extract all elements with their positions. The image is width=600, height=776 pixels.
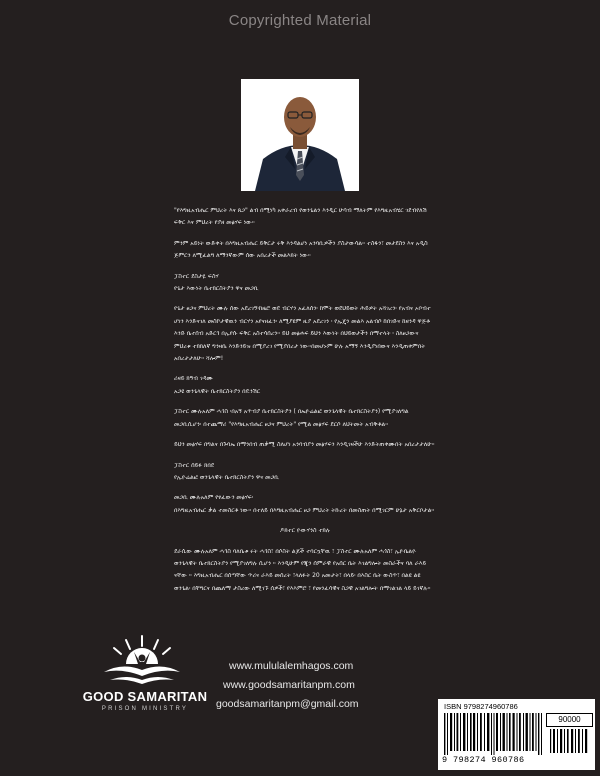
isbn-barcode-block — [438, 699, 595, 770]
endorser-signature-4: ዶክተር ዮውሃንስ ተክሉ — [279, 527, 331, 535]
endorsement-paragraph-6: መጋቢ ሙሉአለም የፃፈውን መፅሃፍ፡ በእግዚአብሔር ቃል ተመስርቶ ነው፡፡ በተለይ በእግዚአብሔር ፀጋ ምህረት ትኩረት በመስጠት በሚገርም ሁኔታ አቅርቦታል፡፡ — [174, 494, 435, 514]
website-link-1[interactable]: www.mululalemhagos.com — [229, 660, 354, 672]
endorser-signature-2: ሪዛይ ክዓብ ገዳሙ አጋዩ ወንጌላዊት ቤተክርስትያን በዴንሽር — [174, 375, 261, 395]
endorsement-paragraph-1: "የእግዚአብሔር ምህረት እና ጸጋ" ልብ በሚነካ አቀራረብ የወንጌልን እንዲር ሁሳብ ማለትም የእግዚአብሄር ገደብየለሽ ፍቅር እና ምህረት የያዘ መፅሃፍ ነው። — [174, 207, 427, 227]
endorsement-paragraph-5: ይህን መፅሃፍ በግልና በጉባኤ በማንበብ ጠቃሚ ስለሆነ አንባብያን መፅሃፍን እንዲገዛችሁ እንድትጠቀሙበት አበረታታለሁ። — [174, 441, 435, 449]
endorser-signature-1: ፓስተር ደስታዬ ፍስሃ የጌታ እውነት ቤተክርስትያን ዋና መጋቢ — [174, 272, 259, 293]
copyright-watermark: Copyrighted Material — [228, 12, 372, 29]
author-photo — [241, 79, 359, 191]
back-cover-text — [174, 205, 436, 603]
contact-links — [216, 657, 366, 714]
website-link-2[interactable]: www.goodsamaritanpm.com — [223, 679, 355, 691]
endorsement-paragraph-4: ፓስተር ሙሉአለም ሓጎስ ፡በአኝ አጥብያ ቤተክርስትያን ( በኤዮሬልፎ ወንጌላዊት ቤተክርስትያን) የሚያገለግል መጋቢሲሆን፡ በተጨማሪ "የእግዚአብሔር ፀጋና ምህረት" የሚል መፅሃፍ ደርሶ ለህትመት አብቅቶል። — [174, 408, 409, 428]
email-link[interactable]: goodsamaritanpm@gmail.com — [216, 698, 359, 710]
barcode-icon — [444, 713, 544, 755]
isbn-label: ISBN 9798274960786 — [444, 702, 518, 711]
sunrise-hands-icon — [82, 632, 202, 692]
endorsement-paragraph-3: የጌታ ፀጋና ምህረት ሙሉ ሰው አደረገኝ፡ከዜሮ ወደ ብርሃን አፈለሰን፡ ከሞት ወደህይወት ሕይዎት አሻገረን፡ የአብና ኦቦብተ ሆነን እንድናገለ መስኮታዊዉን ብርሃን አየናዘፈን፡ ለሚያዩም ዚያ አደረገን ፡ የኢጄን መልእ አልብሶ ከበገድና ከዘንዳ ዋጅቶ እንድ ቤተሰብ አድርጎ በኢየሱ ፍቅር አስተሳሰረን። ይህ መፅሐፍ ይህን እውነት በህይወታችን በማተላት ፡ ስለፀጋውና ምህረቱ ተክክለኛ ግንዛቤ እንድንይዝ በሚያረገ የሚያበረታ ነው።በመሆኑም ሁሉ አማኝ እንዲያነበውና እንዲጠቀምበት አበረታታለሁ። ሻሎም! — [174, 305, 431, 363]
endorsement-paragraph-2: ምንም አይነት ውድቀት በእግዚአብሔር ይቅርታ ሩቅ እንዳልሆነ አንባቢዎችን ያስታውሳል። ተስፋን፣ መታደስን እና አዲስ ጅምርን ለሚፈልግ ለማንኛውም ሰው አበረታች መልእክት ነው። — [174, 239, 428, 260]
isbn-digits: 9 798274 960786 — [442, 755, 525, 765]
author-bio: ደራሲው ሙሉአለም ሓጎስ ባለቤቱ ሩት ሓጎስ፣ በሶስት ልጆች ተባርኳቸዉ ፣ ፓስተር ሙሉአለም ሓጎስ፣ ኢዮቤልዮ ወንጌላዊት ቤተክርስትያን የሚያገለግሉ ሲሆን ፡፡ እንዲሁም የጂን ሰምራዊ የአሰር ቤት እገልግሎት መስራችና ባለ ራእይ ናቸው ፡፡ እግዚአብሔር በሰጣቸው ጥሪና ራእይ መሰረት ፣ላለፉት 20 አመታት፣ በላይ፡ በእስር ቤት ውስጥ፣ በልዩ ልዩ ወንጌል፡ በቸግርና በጨለማ ታስረው ለሚገኙ ሰዎች፣ የእእምሮ ፣ የመንፈሳዊና ስጋዊ አገልግሎት በማገልገል ላይ ይገኛሉ፡፡ — [174, 547, 431, 592]
logo-title: GOOD SAMARITAN — [82, 689, 208, 704]
price-code: 90000 — [546, 713, 593, 727]
price-barcode-icon — [550, 729, 590, 753]
endorser-signature-3: ፓስተር ሰይፉ ክበደ የኢዮሬልፎ ወንጌላዊት ቤተክርስትያን ዋና መጋቢ — [174, 461, 280, 481]
logo-subtitle: PRISON MINISTRY — [101, 706, 189, 712]
